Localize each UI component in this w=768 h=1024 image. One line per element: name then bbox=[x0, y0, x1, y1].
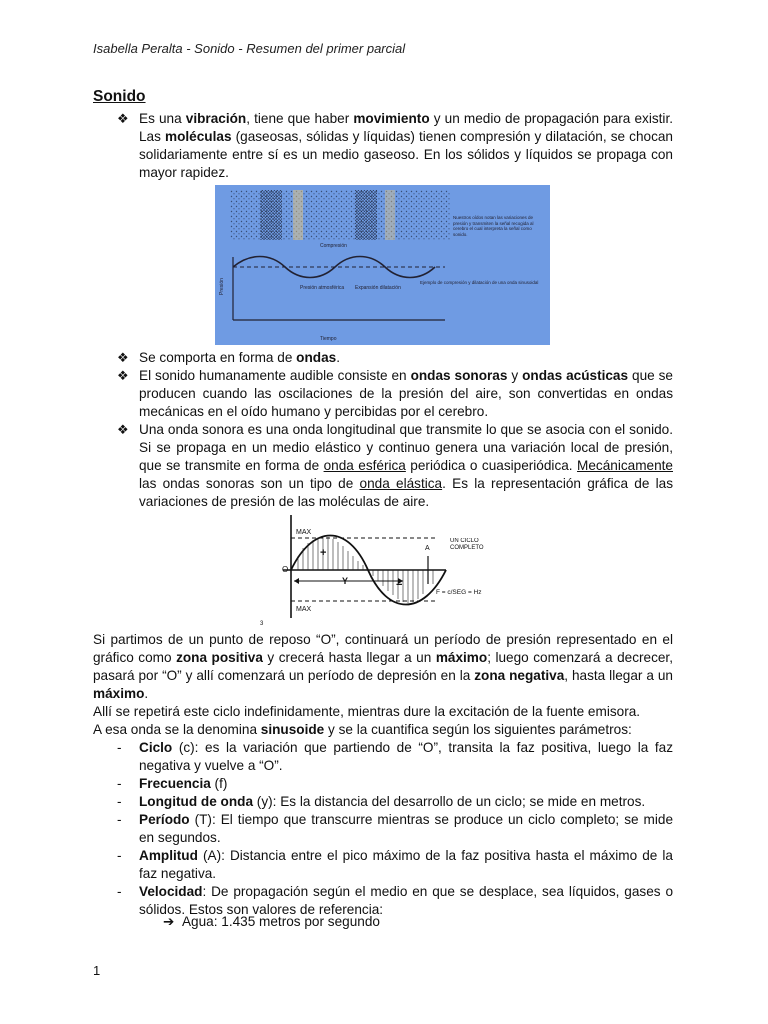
compression-label: Compresión bbox=[320, 243, 347, 249]
paragraph-1: Si partimos de un punto de reposo “O”, continuará un período de presión representado en el gráfico como zona positiva y crecerá hasta llegar a un máximo; luego comenzará a decrecer, pasará por “O” y allí comenzará un período de depresión en la zona negativa, hasta llegar a un máximo. bbox=[93, 632, 673, 701]
sub-item-text: Agua: 1.435 metros por segundo bbox=[181, 914, 380, 929]
page-number: 1 bbox=[93, 963, 101, 978]
paragraph-3: A esa onda se la denomina sinusoide y se la cuantifica según los siguientes parámetros: bbox=[93, 722, 632, 737]
page-header: Isabella Peralta - Sonido - Resumen del primer parcial bbox=[93, 41, 406, 56]
param-amplitud: Amplitud (A): Distancia entre el pico máximo de la faz positiva hasta el máximo de la faz negativa. bbox=[139, 848, 673, 881]
param-velocidad: Velocidad: De propagación según el medio en que se desplace, sea líquidos, gases o sólidos. Estos son valores de referencia: bbox=[139, 884, 673, 917]
example-label: Ejemplo de compresión y dilatación de una onda sinusoidal bbox=[420, 280, 539, 285]
y-label: Y bbox=[342, 576, 349, 586]
compression-wave-figure bbox=[215, 185, 550, 345]
expansion-label: Expansión dilatación bbox=[355, 285, 401, 291]
sinusoid-figure bbox=[258, 510, 508, 628]
list-dash: - bbox=[117, 740, 122, 755]
list-dash: - bbox=[117, 848, 122, 863]
compression-wave-diagram bbox=[215, 185, 550, 345]
bullet-icon: ❖ bbox=[117, 111, 129, 126]
max-top-label: MAX bbox=[296, 529, 312, 536]
param-longitud: Longitud de onda (y): Es la distancia del desarrollo de un ciclo; se mide en metros. bbox=[139, 794, 646, 809]
max-bottom-label: MAX bbox=[296, 606, 312, 613]
time-label: Tiempo bbox=[320, 336, 337, 342]
bullet-icon: ❖ bbox=[117, 422, 129, 437]
list-dash: - bbox=[117, 776, 122, 791]
bullet-icon: ❖ bbox=[117, 350, 129, 365]
formula-label: F = c/SEG = Hz bbox=[436, 589, 482, 596]
param-ciclo: Ciclo (c): es la variación que partiendo de “O”, transita la faz positiva, luego la faz negativa y vuelve a “O”. bbox=[139, 740, 673, 773]
paragraph-2: Allí se repetirá este ciclo indefinidamente, mientras dure la excitación de la fuente emisora. bbox=[93, 704, 641, 719]
param-frecuencia: Frecuencia (f) bbox=[139, 776, 228, 791]
footnote-label: 3 bbox=[260, 621, 264, 627]
atmospheric-label: Presión atmosférica bbox=[300, 285, 345, 291]
section-title: Sonido bbox=[93, 88, 146, 105]
a-label: A bbox=[425, 545, 430, 552]
bullet-icon: ❖ bbox=[117, 368, 129, 383]
bullet-4-text: Una onda sonora es una onda longitudinal que transmite lo que se asocia con el sonido. Si se propaga en un medio elástico y continuo genera una variación local de presión, que se transmite en forma de onda esférica periódica o cuasiperiódica. Mecánicamente las ondas sonoras son un tipo de onda elástica. Es la representación gráfica de las variaciones de presión de las moléculas de aire. bbox=[139, 422, 673, 509]
bullet-2-text: Se comporta en forma de ondas. bbox=[139, 350, 340, 365]
cycle-label: UN CICLO COMPLETO bbox=[450, 538, 484, 551]
list-dash: - bbox=[117, 884, 122, 899]
list-dash: - bbox=[117, 794, 122, 809]
pressure-label: Presión bbox=[219, 278, 225, 295]
bullet-1-text: Es una vibración, tiene que haber movimiento y un medio de propagación para existir. Las moléculas (gaseosas, sólidas y líquidas) tienen compresión y dilatación, se chocan solidariamente entre sí es un medio gaseoso. En los sólidos y líquidos se propaga con mayor rapidez. bbox=[139, 111, 674, 180]
arrow-icon: ➔ bbox=[163, 914, 175, 929]
note-label: Nuestros oídos notan las variaciones de presión y transmiten la señal recogida al cerebro el cual interpreta la señal como sonido. bbox=[453, 215, 534, 237]
sub-item bbox=[163, 914, 380, 930]
param-periodo: Período (T): El tiempo que transcurre mientras se produce un ciclo completo; se mide en segundos. bbox=[139, 812, 673, 845]
sinusoid-diagram bbox=[258, 510, 508, 628]
origin-label: O bbox=[282, 565, 289, 574]
minus-label: − bbox=[396, 579, 403, 591]
bullet-3-text: El sonido humanamente audible consiste en ondas sonoras y ondas acústicas que se producen cuando las oscilaciones de la presión del aire, son convertidas en ondas mecánicas en el oído humano y percibidas por el cerebro. bbox=[139, 368, 673, 419]
plus-label: + bbox=[320, 547, 327, 559]
list-dash: - bbox=[117, 812, 122, 827]
